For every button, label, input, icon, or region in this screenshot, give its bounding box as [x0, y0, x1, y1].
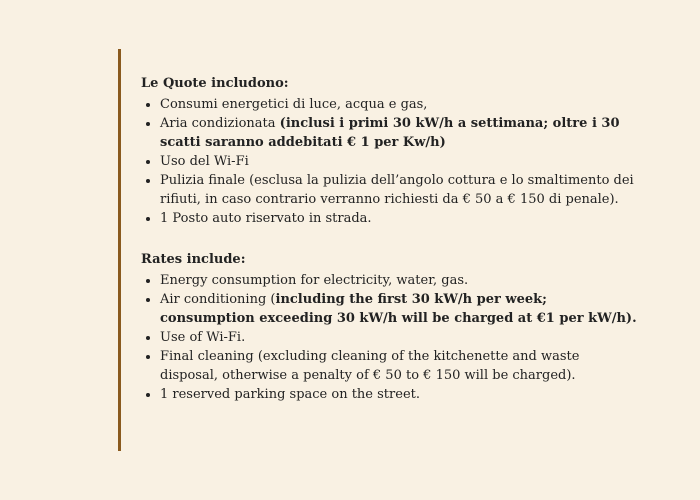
- italian-item-air-conditioning: Aria condizionata (inclusi i primi 30 kW/h a settimana; oltre i 30 scatti saranno addebitati € 1 per Kw/h): [141, 114, 641, 152]
- english-item-air-conditioning-bold: including the first 30 kW/h per week; consumption exceeding 30 kW/h will be charged at €1 per kW/h).: [160, 292, 637, 326]
- english-item-wifi: Use of Wi-Fi.: [141, 328, 641, 347]
- english-item-air-conditioning: Air conditioning (including the first 30 kW/h per week; consumption exceeding 30 kW/h will be charged at €1 per kW/h).: [141, 290, 641, 328]
- vertical-accent-rule: [118, 49, 121, 451]
- section-gap: [141, 228, 641, 250]
- english-heading: Rates include:: [141, 252, 246, 267]
- english-item-energy: Energy consumption for electricity, water, gas.: [141, 271, 641, 290]
- english-item-cleaning: Final cleaning (excluding cleaning of the kitchenette and waste disposal, otherwise a penalty of € 50 to € 150 will be charged).: [141, 347, 641, 385]
- italian-item-cleaning: Pulizia finale (esclusa la pulizia dell’angolo cottura e lo smaltimento dei rifiuti, in caso contrario verranno richiesti da € 50 a € 150 di penale).: [141, 171, 641, 209]
- english-item-parking: 1 reserved parking space on the street.: [141, 385, 641, 404]
- italian-item-air-conditioning-bold: (inclusi i primi 30 kW/h a settimana; oltre i 30 scatti saranno addebitati € 1 per Kw/h): [160, 116, 620, 150]
- italian-item-energy: Consumi energetici di luce, acqua e gas,: [141, 95, 641, 114]
- english-list: [141, 271, 641, 404]
- italian-item-parking: 1 Posto auto riservato in strada.: [141, 209, 641, 228]
- italian-item-wifi: Uso del Wi-Fi: [141, 152, 641, 171]
- rates-content: [141, 74, 641, 404]
- italian-heading: Le Quote includono:: [141, 76, 289, 91]
- italian-list: [141, 95, 641, 228]
